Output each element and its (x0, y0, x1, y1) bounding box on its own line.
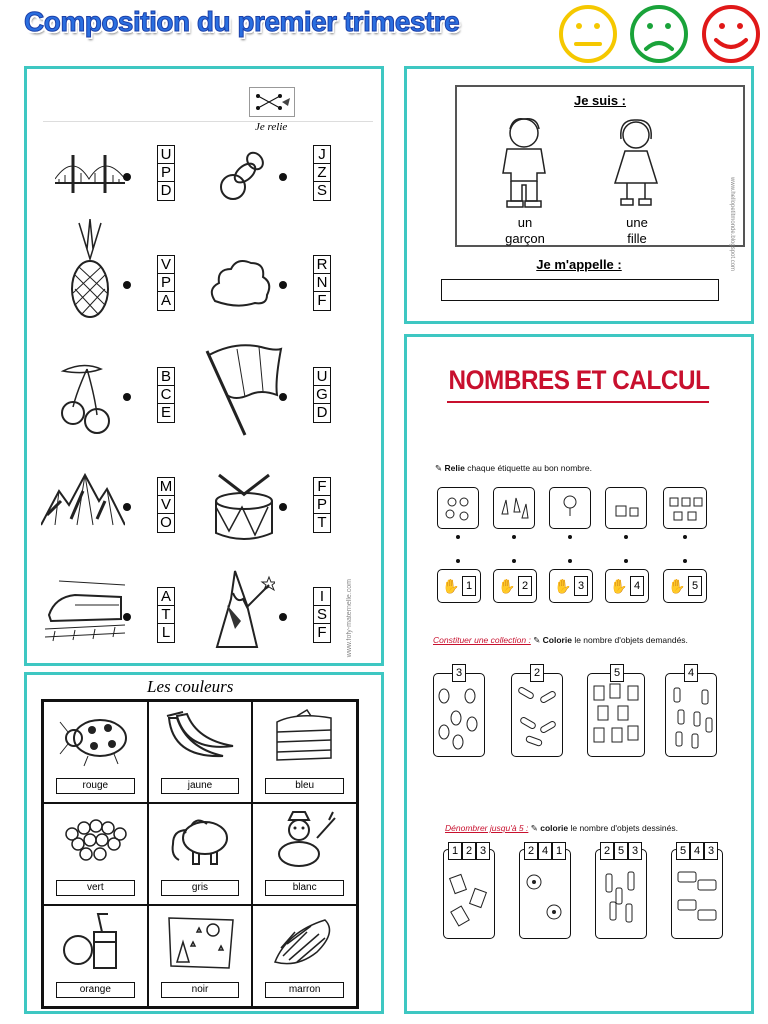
playing-card-icon (444, 850, 494, 936)
collection-number: 2 (530, 664, 544, 682)
count-option[interactable]: 3 (628, 842, 642, 860)
banana-icon (163, 708, 239, 768)
match-dot[interactable] (123, 281, 131, 289)
snowman-icon (267, 810, 343, 870)
pinecone-icon (267, 912, 343, 972)
count-option[interactable]: 1 (552, 842, 566, 860)
count-options (448, 842, 490, 860)
pencil-icon: ✎ (530, 823, 541, 833)
image-card-bees[interactable] (437, 487, 479, 529)
image-card-watering[interactable] (605, 487, 647, 529)
counting-card[interactable] (519, 845, 571, 939)
match-dot[interactable] (683, 559, 687, 563)
count-options (676, 842, 718, 860)
letter: E (160, 404, 171, 421)
letter: F (314, 478, 330, 496)
color-cell[interactable] (252, 803, 357, 905)
letter: I (314, 588, 330, 606)
name-heading (407, 257, 751, 272)
barrel-icon (434, 674, 484, 754)
matching-icon (249, 87, 295, 117)
flag-icon (205, 341, 285, 437)
letter: F (317, 292, 327, 309)
letter: G (314, 386, 330, 404)
letter-column (157, 587, 175, 643)
match-dot[interactable] (123, 503, 131, 511)
letter: O (160, 514, 172, 531)
letter-column (157, 145, 175, 201)
letter: Z (314, 164, 330, 182)
hand-icon: ✋ (498, 578, 516, 594)
cat-icon (588, 674, 644, 754)
identity-panel (404, 66, 754, 324)
letter: M (159, 478, 173, 495)
number-card[interactable] (663, 569, 707, 603)
instruction-title: Constituer une collection : (433, 635, 531, 645)
letter: R (314, 256, 330, 274)
letter: U (158, 146, 174, 164)
boy-article: un (517, 215, 533, 230)
cup-icon (664, 488, 706, 528)
instruction-verb: Relie (444, 463, 465, 473)
letter: B (158, 368, 174, 386)
watering-can-icon (606, 488, 646, 528)
colors-panel (24, 672, 384, 1014)
bread-icon (512, 674, 562, 754)
sad-face-icon[interactable] (632, 7, 686, 61)
color-cell[interactable] (252, 905, 357, 1007)
letter: J (314, 146, 330, 164)
collection-card[interactable] (665, 667, 717, 757)
count-option[interactable]: 2 (462, 842, 476, 860)
heading-underline (447, 401, 709, 403)
colors-heading: Les couleurs (147, 677, 234, 696)
pencil-icon: ✎ (435, 463, 443, 473)
instruction-verb: Colorie (542, 635, 572, 645)
color-label: blanc (265, 880, 344, 896)
smiley-scale (558, 4, 764, 64)
numbers-heading: NOMBRES ET CALCUL (448, 365, 710, 395)
letter: A (158, 588, 174, 606)
sailboat-icon (494, 488, 534, 528)
letter: V (158, 256, 174, 274)
name-input-box[interactable] (441, 279, 719, 301)
hand-icon: ✋ (442, 578, 460, 594)
letter: T (317, 514, 327, 531)
letters-matching-panel (24, 66, 384, 666)
letter-column (157, 255, 175, 311)
letter: T (158, 606, 174, 624)
instruction-denombrer (445, 823, 678, 834)
image-card-tree[interactable] (549, 487, 591, 529)
color-cell[interactable] (43, 701, 148, 803)
match-dot[interactable] (568, 559, 572, 563)
name-heading-text: Je m'appelle : (536, 257, 622, 272)
bridge-icon (55, 149, 125, 199)
match-dot[interactable] (279, 503, 287, 511)
tree-icon (550, 488, 590, 528)
hand-icon: ✋ (668, 578, 686, 594)
instruction-text: le nombre d'objets demandés. (571, 635, 688, 645)
match-dot[interactable] (456, 535, 460, 539)
pineapple-icon (65, 219, 115, 319)
instruction-title: Dénombrer jusqu'à 5 : (445, 823, 529, 833)
letter-column (313, 255, 331, 311)
image-card-boats[interactable] (493, 487, 535, 529)
instruction-text: le nombre d'objets dessinés. (568, 823, 678, 833)
number-label: 3 (574, 576, 588, 596)
match-dot[interactable] (456, 559, 460, 563)
bottle-icon (666, 674, 716, 754)
match-dot[interactable] (279, 393, 287, 401)
image-card-cups[interactable] (663, 487, 707, 529)
elephant-icon (163, 810, 239, 870)
match-dot[interactable] (123, 613, 131, 621)
side-credit: www.hellopetitmonde.blogspot.com (729, 177, 735, 272)
number-label: 4 (630, 576, 644, 596)
color-cell[interactable] (43, 905, 148, 1007)
collection-card[interactable] (511, 667, 563, 757)
boy-label (503, 215, 547, 247)
numbers-panel (404, 334, 754, 1014)
color-label: vert (56, 880, 135, 896)
happy-face-icon[interactable] (704, 7, 758, 61)
counting-card[interactable] (443, 845, 495, 939)
color-cell[interactable] (252, 701, 357, 803)
match-dot[interactable] (512, 559, 516, 563)
colors-grid (41, 699, 359, 1009)
color-label: marron (265, 982, 344, 998)
color-label: jaune (161, 778, 240, 794)
letter-column (313, 367, 331, 423)
bus-icon (672, 850, 722, 936)
match-dot[interactable] (123, 393, 131, 401)
color-label: bleu (265, 778, 344, 794)
count-option[interactable]: 3 (476, 842, 490, 860)
count-option[interactable]: 1 (448, 842, 462, 860)
number-card[interactable] (605, 569, 649, 603)
number-card[interactable] (493, 569, 537, 603)
boy-icon[interactable] (493, 115, 555, 211)
color-label: noir (161, 982, 240, 998)
mountains-icon (41, 471, 125, 529)
pencil-icon: ✎ (533, 635, 543, 645)
orange-juice-icon (58, 912, 134, 972)
letter-column (313, 145, 331, 201)
counting-card[interactable] (671, 845, 723, 939)
counting-card[interactable] (595, 845, 647, 939)
girl-icon[interactable] (605, 117, 667, 209)
train-icon (45, 575, 125, 643)
color-cell[interactable] (148, 803, 253, 905)
letter: L (161, 624, 171, 641)
night-scene-icon (163, 912, 239, 972)
cloud-icon (207, 255, 273, 311)
soccer-ball-icon (520, 850, 570, 936)
count-option[interactable]: 3 (704, 842, 718, 860)
letter: N (314, 274, 330, 292)
hand-icon: ✋ (610, 578, 628, 594)
color-cell[interactable] (43, 803, 148, 905)
number-label: 5 (688, 576, 702, 596)
bottle-icon (596, 850, 646, 936)
color-cell[interactable] (148, 701, 253, 803)
match-dot[interactable] (512, 535, 516, 539)
instruction-relie (435, 463, 592, 474)
letter: P (158, 164, 174, 182)
cake-icon (267, 708, 343, 768)
count-options (524, 842, 566, 860)
letter-column (157, 367, 175, 423)
count-options (600, 842, 642, 860)
match-dot[interactable] (568, 535, 572, 539)
number-card[interactable] (549, 569, 593, 603)
hand-icon: ✋ (554, 578, 572, 594)
match-dot[interactable] (279, 613, 287, 621)
cherries-icon (57, 361, 117, 435)
number-card[interactable] (437, 569, 481, 603)
letter: C (158, 386, 174, 404)
color-label: rouge (56, 778, 135, 794)
count-option[interactable]: 4 (690, 842, 704, 860)
letter: D (160, 182, 172, 199)
match-dot[interactable] (123, 173, 131, 181)
girl-article: une (626, 215, 648, 230)
instruction-collection (433, 635, 688, 646)
pacifier-icon (217, 149, 267, 205)
color-label: gris (161, 880, 240, 896)
drum-icon (213, 473, 275, 543)
letter-column (313, 587, 331, 643)
count-option[interactable]: 5 (676, 842, 690, 860)
divider (43, 121, 373, 122)
number-label: 2 (518, 576, 532, 596)
number-label: 1 (462, 576, 476, 596)
letter-column (313, 477, 331, 533)
neutral-face-icon[interactable] (561, 7, 615, 61)
match-dot[interactable] (279, 173, 287, 181)
count-option[interactable]: 4 (538, 842, 552, 860)
collection-number: 4 (684, 664, 698, 682)
je-suis-heading: Je suis : (573, 93, 627, 108)
count-option[interactable]: 5 (614, 842, 628, 860)
collection-card[interactable] (433, 667, 485, 757)
letter: P (158, 274, 174, 292)
ladybug-icon (58, 708, 134, 768)
watermark: www.fofy-maternelle.com (346, 579, 353, 658)
color-label: orange (56, 982, 135, 998)
letter: S (314, 606, 330, 624)
letter: D (316, 404, 328, 421)
letter: F (317, 624, 327, 641)
match-dot[interactable] (624, 535, 628, 539)
count-option[interactable]: 2 (524, 842, 538, 860)
letter: V (158, 496, 174, 514)
bee-icon (438, 488, 478, 528)
grapes-icon (58, 810, 134, 870)
match-dot[interactable] (279, 281, 287, 289)
collection-number: 5 (610, 664, 624, 682)
instruction-verb: colorie (540, 823, 569, 833)
instruction-text: chaque étiquette au bon nombre. (464, 463, 592, 473)
wizard-icon (211, 569, 275, 651)
je-relie-label: Je relie (255, 121, 288, 133)
collection-number: 3 (452, 664, 466, 682)
boy-word: garçon (505, 231, 545, 246)
letter: S (316, 182, 327, 199)
letter: A (160, 292, 171, 309)
letter-column (157, 477, 175, 533)
letter: P (314, 496, 330, 514)
count-option[interactable]: 2 (600, 842, 614, 860)
match-dot[interactable] (683, 535, 687, 539)
match-dot[interactable] (624, 559, 628, 563)
page-title: Composition du premier trimestre (24, 6, 460, 37)
collection-card[interactable] (587, 667, 645, 757)
girl-word: fille (627, 231, 647, 246)
color-cell[interactable] (148, 905, 253, 1007)
letter: U (314, 368, 330, 386)
girl-label (615, 215, 659, 247)
